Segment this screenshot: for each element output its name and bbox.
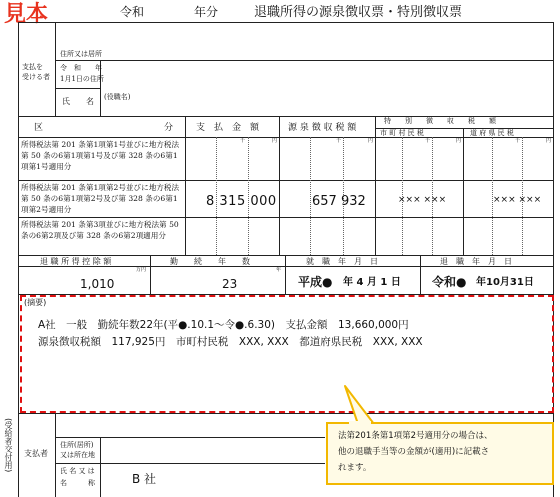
callout-text-2: 他の退職手当等の金額が(適用)に記載さ: [338, 447, 490, 457]
header-division-2: 分: [164, 123, 174, 133]
end-rest: 年10月31日: [476, 277, 534, 288]
row-2-prefectural: ××× ×××: [493, 195, 542, 205]
unit-yen-4: 円: [546, 138, 552, 144]
start-rest: 年 4 月 1 日: [343, 277, 401, 288]
unit-thousand-2: 千: [336, 138, 342, 144]
payer-address-label-2: 又は所在地: [60, 451, 95, 459]
end-era: 令和●: [432, 275, 467, 289]
unit-thousand-1: 千: [240, 138, 246, 144]
header-prefectural: 道 府 県 民 税: [470, 129, 514, 137]
recipient-side-label-1: 支払を: [22, 63, 43, 71]
remarks-box: [20, 295, 554, 413]
form-year-suffix: 年分: [194, 5, 219, 19]
callout-text-1: 法第201条第1項第2号適用分の場合は、: [338, 431, 493, 441]
header-municipal: 市 町 村 民 税: [380, 129, 424, 137]
payer-side-label: (受給者交付用): [4, 418, 13, 473]
deduction-value: 1,010: [80, 277, 115, 291]
row-2-label: 所得税法第 201 条第1項第2号並びに地方税法第 50 条の6第1項第2号及び第 328 条の6第1項第2号適用分: [21, 183, 180, 214]
label-deduction: 退 職 所 得 控 除 額: [40, 257, 112, 266]
header-special: 特 別 徴 収 税 額: [384, 117, 496, 125]
unit-man: 万円: [136, 267, 147, 273]
header-withholding: 源 泉 徴 収 税 額: [288, 123, 357, 133]
recipient-side-label-2: 受ける者: [22, 73, 50, 81]
form-era: 令和: [120, 5, 145, 19]
row-3-label: 所得税法第 201 条第3項並びに地方税法第 50 条の6第2項及び第 328 条の6第2項適用分: [21, 220, 179, 240]
service-value: 23: [222, 277, 238, 291]
unit-year: 年: [276, 267, 282, 273]
position-label: (役職名): [104, 93, 131, 101]
name-label: 氏 名: [62, 97, 94, 106]
row-2-municipal: ××× ×××: [398, 195, 447, 205]
payer-name-label-1: 氏 名 又 は: [60, 467, 95, 475]
remarks-label: (摘要): [24, 298, 47, 307]
remarks-line-2: 源泉徴収税額 117,925円 市町村民税 XXX, XXX 都道府県民税 XXX, XXX: [38, 336, 423, 348]
jan1-label-1: 令 和 年: [60, 64, 102, 72]
label-service: 勤 続 年 数: [170, 257, 250, 266]
payer-name-label-2: 名 称: [60, 479, 95, 487]
payer-label: 支払者: [24, 449, 48, 458]
payer-address-label-1: 住所(居所): [60, 441, 94, 449]
unit-yen-3: 円: [456, 138, 462, 144]
payer-name-value: B 社: [132, 472, 157, 486]
row-2-withholding: 657 932: [312, 194, 366, 209]
unit-thousand-4: 千: [515, 138, 521, 144]
unit-thousand-3: 千: [425, 138, 431, 144]
jan1-label-2: 1月1日の住所: [60, 75, 104, 83]
unit-yen-1: 円: [272, 138, 278, 144]
address-label: 住所又は居所: [60, 50, 102, 58]
remarks-line-1: A社 一般 勤続年数22年(平●.10.1～令●.6.30) 支払金額 13,660,000円: [38, 319, 409, 331]
start-era: 平成●: [298, 275, 333, 289]
form-title: 退職所得の源泉徴収票・特別徴収票: [254, 5, 463, 20]
label-end: 退 職 年 月 日: [440, 257, 512, 266]
sample-stamp: 見本: [4, 2, 49, 27]
row-2-payment: 8 315 000: [206, 194, 277, 209]
header-payment: 支 払 金 額: [196, 123, 260, 133]
row-1-label: 所得税法第 201 条第1項第1号並びに地方税法第 50 条の6第1項第1号及び第 328 条の6第1項第1号適用分: [21, 140, 180, 171]
label-start: 就 職 年 月 日: [306, 257, 378, 266]
header-division: 区: [34, 123, 44, 133]
callout-text-3: れます。: [338, 463, 372, 473]
unit-yen-2: 円: [368, 138, 374, 144]
